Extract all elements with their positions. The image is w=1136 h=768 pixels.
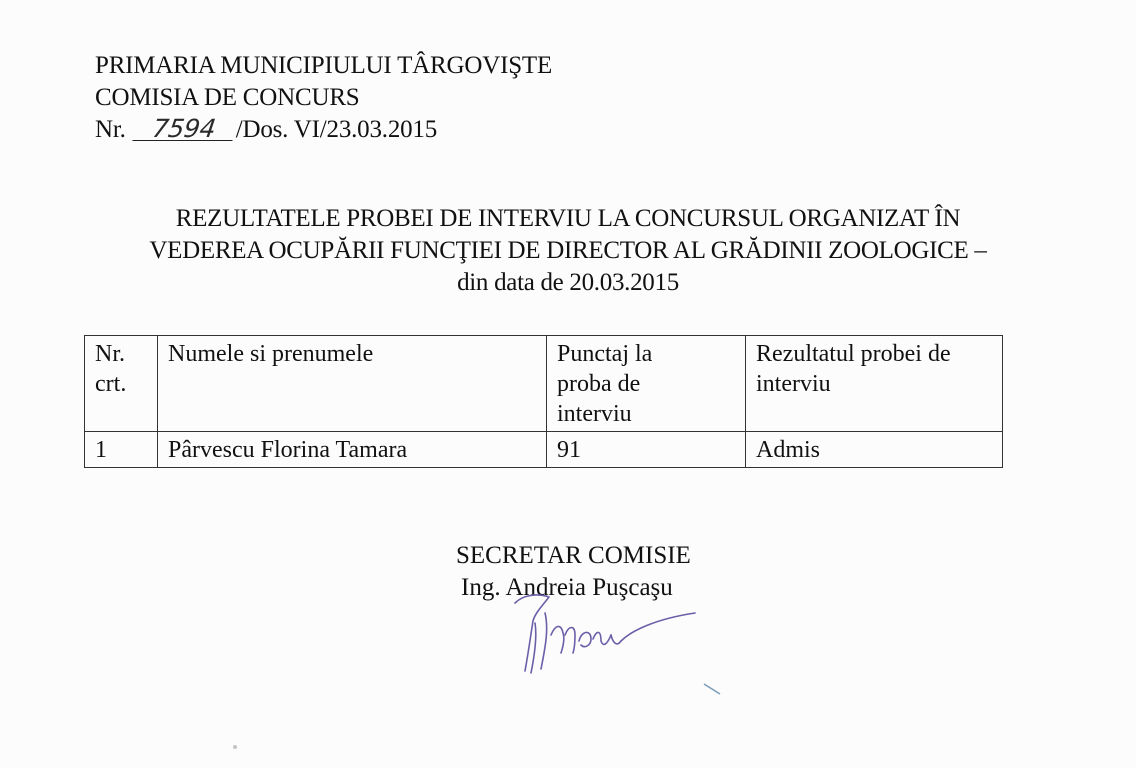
registration-suffix: /Dos. VI/23.03.2015: [235, 116, 438, 143]
scan-dot-icon: [230, 742, 240, 752]
header-score: Punctaj la proba de interviu: [547, 336, 746, 432]
table-row: [85, 432, 1003, 468]
title-line-3: din data de 20.03.2015: [457, 269, 679, 296]
commission-name: COMISIA DE CONCURS: [95, 84, 360, 111]
title-line-1: REZULTATELE PROBEI DE INTERVIU LA CONCURSUL ORGANIZAT ÎN: [175, 205, 961, 232]
cell-result: Admis: [746, 432, 1003, 468]
registration-number: 7594: [132, 118, 235, 141]
registration-prefix: Nr.: [95, 116, 126, 143]
table-header-row: [85, 336, 1003, 432]
document-header: [95, 50, 552, 146]
cell-score: 91: [547, 432, 746, 468]
signatory-role: SECRETAR COMISIE: [456, 542, 691, 569]
institution-name: PRIMARIA MUNICIPIULUI TÂRGOVIŞTE: [95, 52, 553, 79]
document-title: [60, 203, 1076, 299]
signatory-name: Ing. Andreia Puşcaşu: [461, 574, 673, 601]
title-line-2: VEDEREA OCUPĂRII FUNCŢIEI DE DIRECTOR AL GRĂDINII ZOOLOGICE –: [149, 237, 987, 264]
header-result: Rezultatul probei de interviu: [746, 336, 1003, 432]
results-table: [84, 335, 1003, 468]
handwritten-signature-icon: [505, 583, 705, 683]
cell-name: Pârvescu Florina Tamara: [158, 432, 547, 468]
header-nr-crt: Nr. crt.: [85, 336, 158, 432]
cell-nr: 1: [85, 432, 158, 468]
signature-strokes: [515, 595, 695, 673]
scan-mark-icon: [700, 680, 730, 700]
header-name: Numele si prenumele: [158, 336, 547, 432]
registration-line: [95, 114, 552, 146]
